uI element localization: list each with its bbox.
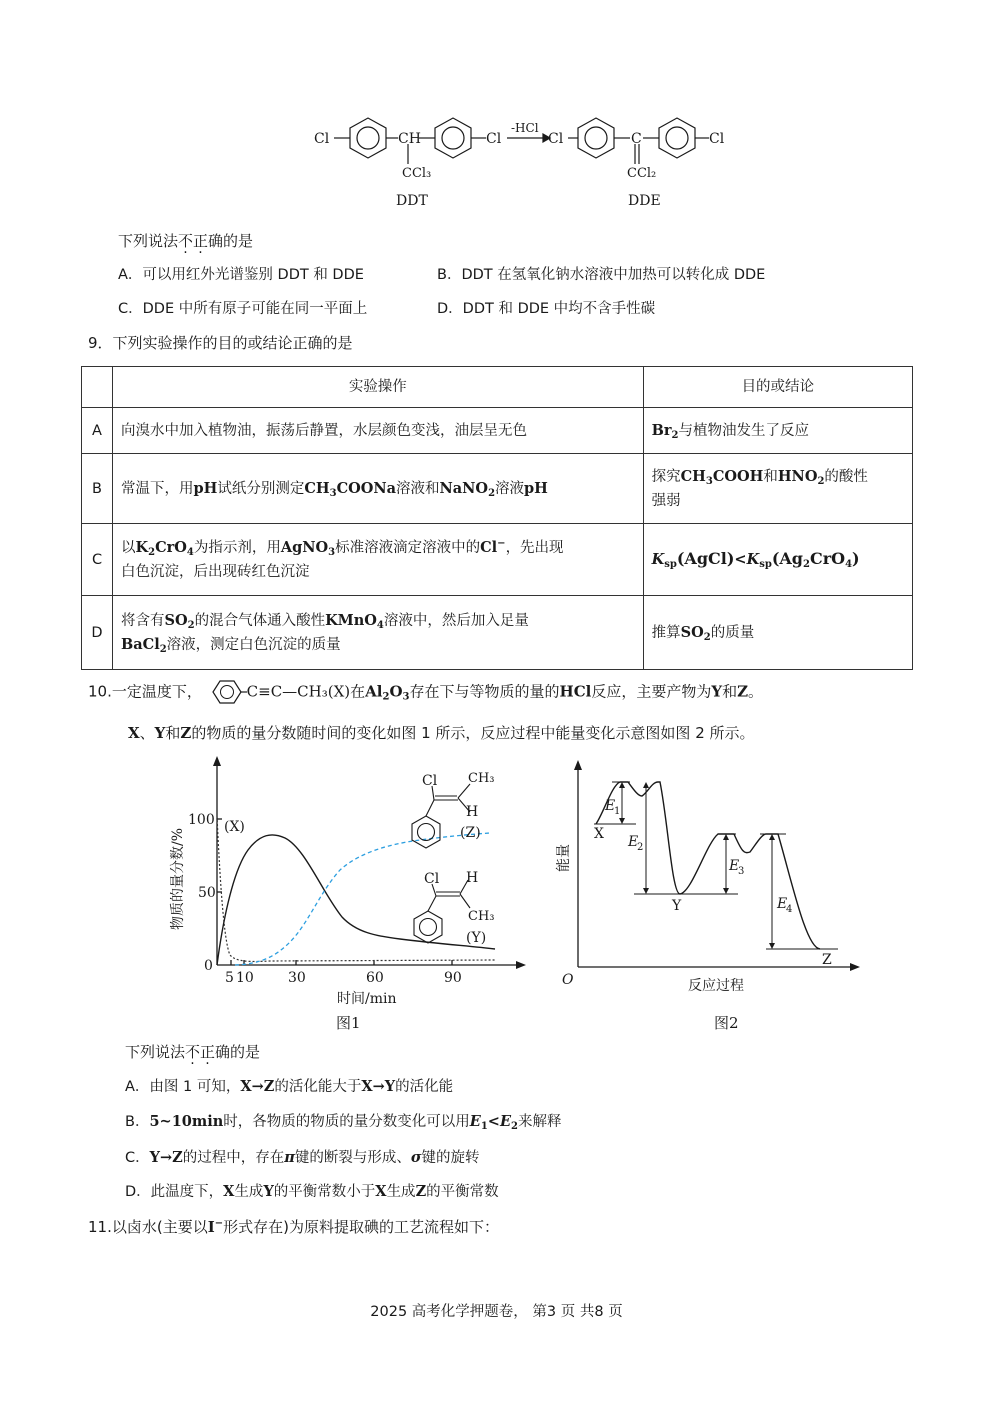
row-operation: 将含有$SO_2$的混合气体通入酸性KMnO$_4$溶液中，然后加入足量 BaCl$_2$溶液，测定白色沉淀的质量	[113, 596, 644, 670]
ccl3-label: CCl₃	[402, 166, 432, 181]
row-label: B	[82, 454, 113, 524]
e1-label: E	[605, 798, 616, 814]
e3-label: E	[729, 858, 740, 874]
atom-label: H	[466, 870, 479, 886]
energy-profile	[596, 782, 820, 949]
table-header-row	[82, 367, 913, 408]
q10-stem-line2: X、Y和Z的物质的量分数随时间的变化如图 1 所示，反应过程中能量变化示意图如图 2 所示。	[128, 724, 755, 742]
row-result: $Br_2$与植物油发生了反应	[643, 408, 912, 454]
table-row	[82, 596, 913, 670]
series-y-label: (Y)	[466, 930, 487, 946]
xtick-label: 90	[444, 970, 462, 986]
structure-y	[414, 880, 470, 943]
atom-label: Cl	[422, 773, 438, 789]
ccl2-label: CCl₂	[627, 166, 657, 181]
ytick-label: 100	[188, 812, 215, 828]
q10-stem-line1: 10.一定温度下， C≡C—CH₃(X)在$Al_2O_3$存在下与等物质的量的HCl反应，主要产物为Y和Z。	[88, 678, 763, 706]
q10-option-b: B．5~10min时，各物质的物质的量分数变化可以用$E_1<E_2$来解释	[125, 1113, 562, 1132]
q8-option-c: C．DDE 中所有原子可能在同一平面上	[118, 301, 368, 317]
state-z-label: Z	[822, 952, 832, 968]
q8-option-a: A．可以用红外光谱鉴别 DDT 和 DDE	[118, 267, 364, 283]
xtick-label: 60	[366, 970, 384, 986]
atom-label: CH₃	[468, 909, 495, 924]
figure-2-energy-diagram	[548, 752, 868, 1038]
e2-label: E	[628, 834, 639, 850]
row-result: 推算$SO_2$的质量	[643, 596, 912, 670]
row-label: D	[82, 596, 113, 670]
ch-label: CH	[398, 131, 421, 147]
q9-stem: 9．下列实验操作的目的或结论正确的是	[88, 334, 353, 352]
table-header-result: 目的或结论	[643, 367, 912, 408]
figure-caption: 图1	[336, 1014, 361, 1032]
table-header-operation: 实验操作	[113, 367, 644, 408]
e4-label: E	[777, 896, 788, 912]
benzene-ring	[659, 118, 695, 158]
q10-option-c: C．Y→Z的过程中，存在π键的断裂与形成、σ键的旋转	[125, 1149, 480, 1166]
chlorine-label: Cl	[314, 131, 330, 147]
y-axis-title: 能量	[556, 844, 572, 872]
phenyl-ring-icon	[207, 678, 247, 706]
y-axis-title: 物质的量分数/%	[170, 827, 186, 930]
atom-label: H	[466, 804, 479, 820]
chlorine-label: Cl	[548, 131, 564, 147]
chlorine-label: Cl	[486, 131, 502, 147]
atom-label: CH₃	[468, 771, 495, 786]
q10-sub-stem: 下列说法不正确的是	[125, 1043, 261, 1061]
ytick-label: 50	[198, 885, 216, 901]
e1-sub: 1	[614, 806, 621, 817]
q10-option-a: A．由图 1 可知，X→Z的活化能大于X→Y的活化能	[125, 1078, 454, 1095]
series-z-label: (Z)	[460, 825, 481, 841]
q8-stem: 下列说法不正确的是	[118, 232, 254, 250]
e4-sub: 4	[786, 904, 793, 915]
series-y-curve	[217, 835, 495, 965]
ddt-name: DDT	[396, 193, 428, 209]
row-result: 探究$CH_3COOH$和$HNO_2$的酸性 强弱	[643, 454, 912, 524]
row-operation: 以$K_2CrO_4$为指示剂，用AgNO$_3$标准溶液滴定溶液中的Cl−，先出现 白色沉淀，后出现砖红色沉淀	[113, 524, 644, 596]
ytick-label: 0	[204, 958, 213, 974]
experiment-table	[81, 366, 913, 670]
xtick-label: 5	[225, 970, 234, 986]
figure-1-mole-fraction-chart	[160, 752, 530, 1038]
table-row	[82, 454, 913, 524]
origin-label: O	[562, 972, 574, 988]
q10-option-d: D．此温度下，X生成Y的平衡常数小于X生成Z的平衡常数	[125, 1183, 499, 1200]
e2-sub: 2	[637, 842, 644, 853]
benzene-ring	[435, 118, 471, 158]
state-x-label: X	[594, 826, 604, 842]
figure-caption: 图2	[714, 1014, 739, 1032]
chlorine-label: Cl	[709, 131, 725, 147]
series-x-label: (X)	[224, 819, 245, 835]
dde-name: DDE	[628, 193, 661, 209]
table-row	[82, 524, 913, 596]
e3-sub: 3	[738, 866, 745, 877]
c-label: C	[631, 131, 642, 147]
row-label: A	[82, 408, 113, 454]
series-x-curve	[217, 816, 495, 961]
xtick-label: 30	[288, 970, 306, 986]
state-y-label: Y	[672, 898, 682, 914]
q11-stem: 11.以卤水(主要以I−形式存在)为原料提取碘的工艺流程如下：	[88, 1218, 499, 1236]
table-header-blank	[82, 367, 113, 408]
xtick-label: 10	[236, 970, 254, 986]
arrow-label: -HCl	[511, 121, 539, 135]
row-label: C	[82, 524, 113, 596]
benzene-ring	[578, 118, 614, 158]
page-footer: 2025 高考化学押题卷， 第3 页 共8 页	[370, 1304, 623, 1320]
table-row	[82, 408, 913, 454]
row-operation: 向溴水中加入植物油，振荡后静置，水层颜色变浅，油层呈无色	[113, 408, 644, 454]
benzene-ring	[350, 118, 386, 158]
x-axis-title: 时间/min	[337, 991, 397, 1007]
q8-option-d: D．DDT 和 DDE 中均不含手性碳	[437, 301, 656, 317]
reaction-scheme	[300, 110, 740, 215]
row-result: $K_{sp}(AgCl)<K_{sp}(Ag_2CrO_4)$	[643, 524, 912, 596]
row-operation: 常温下，用pH试纸分别测定$CH_3COONa$溶液和NaNO$_2$溶液pH	[113, 454, 644, 524]
atom-label: Cl	[424, 871, 440, 887]
q8-option-b: B．DDT 在氢氧化钠水溶液中加热可以转化成 DDE	[437, 267, 766, 283]
x-axis-title: 反应过程	[688, 978, 744, 994]
